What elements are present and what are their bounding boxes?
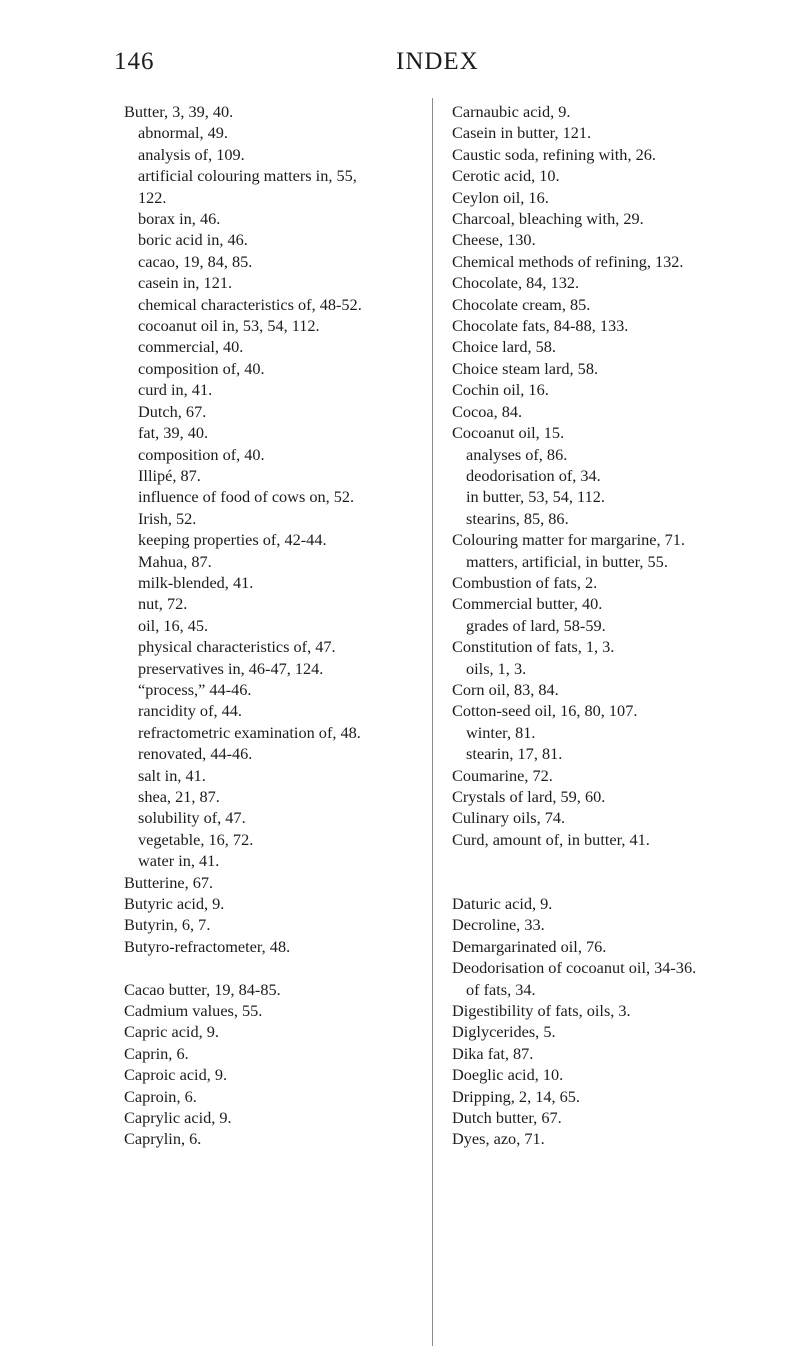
index-subentry: artificial colouring matters in, 55, [138,166,357,186]
index-subentry: salt in, 41. [138,765,206,785]
index-subentry: oil, 16, 45. [138,615,209,635]
index-entry: Dutch butter, 67. [452,1108,562,1128]
index-entry: Diglycerides, 5. [452,1022,556,1042]
index-subentry: curd in, 41. [138,380,213,400]
column-divider [432,98,433,1346]
index-entry: Cocoa, 84. [452,401,523,421]
index-subentry: nut, 72. [138,594,188,614]
index-subentry: stearins, 85, 86. [466,508,569,528]
index-subentry: cacao, 19, 84, 85. [138,251,253,271]
index-subentry: refractometric examination of, 48. [138,722,361,742]
index-entry: Curd, amount of, in butter, 41. [452,829,650,849]
index-subentry: physical characteristics of, 47. [138,637,336,657]
index-entry: Cotton-seed oil, 16, 80, 107. [452,701,638,721]
index-entry: Caproin, 6. [124,1086,197,1106]
index-subentry: matters, artificial, in butter, 55. [466,551,668,571]
index-subentry: renovated, 44-46. [138,744,253,764]
index-subentry: “process,” 44-46. [138,679,252,699]
index-entry: Cocoanut oil, 15. [452,423,565,443]
index-entry: Butyrin, 6, 7. [124,915,211,935]
index-subentry: analysis of, 109. [138,144,245,164]
index-spacer [452,850,792,871]
index-subentry: grades of lard, 58-59. [466,615,606,635]
index-subentry: in butter, 53, 54, 112. [466,487,605,507]
index-entry: Doeglic acid, 10. [452,1065,564,1085]
index-entry: Cadmium values, 55. [124,1001,263,1021]
index-subentry: preservatives in, 46-47, 124. [138,658,324,678]
index-subentry: commercial, 40. [138,337,244,357]
index-entry: Cacao butter, 19, 84-85. [124,979,281,999]
index-entry: Caustic soda, refining with, 26. [452,144,656,164]
index-entry: Casein in butter, 121. [452,123,592,143]
index-subentry: rancidity of, 44. [138,701,242,721]
index-subentry: water in, 41. [138,851,220,871]
index-subentry: stearin, 17, 81. [466,744,563,764]
index-entry: Caprylin, 6. [124,1129,202,1149]
index-entry: Butter, 3, 39, 40. [124,102,234,121]
index-entry: Constitution of fats, 1, 3. [452,637,615,657]
index-spacer [124,957,424,978]
index-subentry: boric acid in, 46. [138,230,248,250]
index-subentry: oils, 1, 3. [466,658,527,678]
index-entry: Dyes, azo, 71. [452,1129,545,1149]
index-entry: Cheese, 130. [452,230,536,250]
index-entry: Decroline, 33. [452,915,545,935]
index-entry: Cochin oil, 16. [452,380,549,400]
index-subentry: composition of, 40. [138,444,265,464]
index-entry: Combustion of fats, 2. [452,572,598,592]
index-entry: Dika fat, 87. [452,1043,534,1063]
index-entry: Caproic acid, 9. [124,1065,228,1085]
index-subentry: casein in, 121. [138,273,233,293]
page-number: 146 [114,48,155,75]
page-header [0,48,800,88]
index-subentry: fat, 39, 40. [138,423,209,443]
index-subentry: analyses of, 86. [466,444,568,464]
index-subentry: Irish, 52. [138,508,197,528]
index-spacer [452,872,792,893]
index-subentry: Mahua, 87. [138,551,212,571]
page-title: INDEX [396,48,479,75]
index-subentry: influence of food of cows on, 52. [138,487,355,507]
index-entry: Chemical methods of refining, 132. [452,251,684,271]
index-entry: Caprylic acid, 9. [124,1108,232,1128]
index-subentry: deodorisation of, 34. [466,465,601,485]
index-entry: Digestibility of fats, oils, 3. [452,1001,631,1021]
index-entry: Commercial butter, 40. [452,594,603,614]
index-subentry: borax in, 46. [138,209,221,229]
index-subentry: 122. [138,187,167,207]
index-subentry: chemical characteristics of, 48-52. [138,294,362,314]
index-entry: Daturic acid, 9. [452,894,553,913]
index-subentry: milk-blended, 41. [138,572,254,592]
index-entry: Charcoal, bleaching with, 29. [452,209,644,229]
index-subentry: Illipé, 87. [138,465,201,485]
index-subentry: solubility of, 47. [138,808,246,828]
index-subentry: vegetable, 16, 72. [138,829,254,849]
index-entry: Capric acid, 9. [124,1022,219,1042]
index-subentry: of fats, 34. [466,979,536,999]
index-entry: Chocolate, 84, 132. [452,273,580,293]
index-entry: Choice steam lard, 58. [452,358,599,378]
index-entry: Carnaubic acid, 9. [452,102,571,121]
index-entry: Butterine, 67. [124,872,214,892]
index-subentry: cocoanut oil in, 53, 54, 112. [138,316,320,336]
index-column-left [124,101,424,1150]
index-entry: Colouring matter for margarine, 71. [452,530,686,550]
index-entry: Crystals of lard, 59, 60. [452,787,606,806]
index-subentry: keeping properties of, 42-44. [138,530,327,550]
index-column-right [452,101,792,1150]
index-entry: Deodorisation of cocoanut oil, 34-36. [452,958,697,978]
index-subentry: winter, 81. [466,722,536,742]
index-entry: Coumarine, 72. [452,765,553,785]
index-entry: Cerotic acid, 10. [452,166,560,186]
index-entry: Butyro-refractometer, 48. [124,936,291,956]
index-entry: Chocolate fats, 84-88, 133. [452,316,629,336]
index-entry: Culinary oils, 74. [452,808,566,828]
index-subentry: shea, 21, 87. [138,787,220,806]
index-entry: Dripping, 2, 14, 65. [452,1086,580,1106]
index-entry: Choice lard, 58. [452,337,556,357]
index-entry: Chocolate cream, 85. [452,294,591,314]
index-entry: Demargarinated oil, 76. [452,936,607,956]
index-entry: Ceylon oil, 16. [452,187,549,207]
index-subentry: composition of, 40. [138,358,265,378]
index-entry: Butyric acid, 9. [124,894,225,914]
index-subentry: Dutch, 67. [138,401,207,421]
index-subentry: abnormal, 49. [138,123,228,143]
index-entry: Caprin, 6. [124,1043,189,1063]
index-entry: Corn oil, 83, 84. [452,679,559,699]
